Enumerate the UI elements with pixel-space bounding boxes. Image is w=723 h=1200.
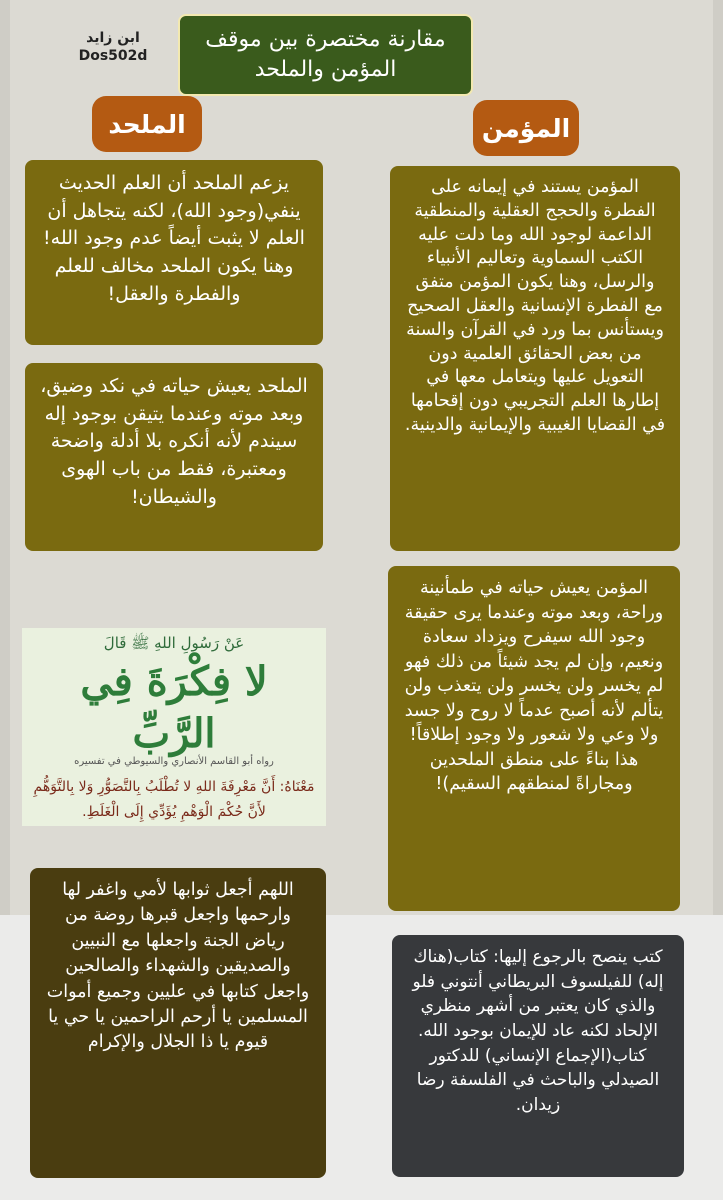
hadith-source: رواه أبو القاسم الأنصاري والسيوطي في تفسيره bbox=[74, 756, 274, 767]
page-title-text: مقارنة مختصرة بين موقف المؤمن والملحد bbox=[205, 27, 446, 82]
believer-label-text: المؤمن bbox=[481, 113, 571, 143]
atheist-label-text: الملحد bbox=[108, 109, 186, 139]
recommended-books-card bbox=[392, 935, 684, 1177]
hadith-intro: عَنْ رَسُولِ اللهِ ﷺ قَالَ bbox=[103, 634, 245, 652]
believer-basis-card bbox=[390, 166, 680, 551]
atheist-claim-text: يزعم الملحد أن العلم الحديث ينفي(وجود الله)، لكنه يتجاهل أن العلم لا يثبت أيضاً عدم وجود الله! وهنا يكون الملحد مخالف للعلم والفطرة والعقل! bbox=[43, 172, 305, 305]
believer-life-text: المؤمن يعيش حياته في طمأنينة وراحة، وبعد موته وعندما يرى حقيقة وجود الله سيفرح ويزداد سعادة ونعيم، وإن لم يجد شيئاً من ذلك فهو لم يخسر ولن يخسر ولن يتعذب ولن يتألم لأنه أصبح عدماً لا روح ولا جسد ولا وعي ولا شعور ولا وجود إطلاقاً!هذا بناءً على منطق الملحدين ومجاراةً لمنطقهم السقيم)! bbox=[404, 578, 664, 794]
atheist-life-text: الملحد يعيش حياته في نكد وضيق، وبعد موته وعندما يتيقن بوجود إله سيندم لأنه أنكره بلا أدلة واضحة ومعتبرة، فقط من باب الهوى والشيطان! bbox=[40, 375, 308, 508]
atheist-claim-card bbox=[25, 160, 323, 345]
prayer-card bbox=[30, 868, 326, 1178]
hadith-meaning: مَعْنَاهُ: أَنَّ مَعْرِفَةَ اللهِ لا تُطْلَبُ بِالتَّصَوُّرِ وَلا بِالتَّوَهُّمِ لأَنَّ حُكْمَ الْوَهْمِ يُؤَدِّي إِلَى الْغَلَطِ. bbox=[33, 779, 315, 821]
author-name: ابن زايد bbox=[86, 30, 140, 46]
atheist-life-card bbox=[25, 363, 323, 551]
hadith-image bbox=[22, 628, 326, 826]
page-title bbox=[178, 14, 473, 96]
believer-basis-text: المؤمن يستند في إيمانه على الفطرة والحجج العقلية والمنطقية الداعمة لوجود الله وما دلت عليه الكتب السماوية وتعاليم الأنبياء والرسل، وهنا يكون المؤمن متفق مع الفطرة الإنسانية والعقل الصحيح ويستأنس بما ورد في القرآن والسنة من بعض الحقائق العلمية دون التعويل عليها ويتعامل معها في إطارها العلم التجريبي دون إقحامها في القضايا الغيبية والإيمانية والدينية. bbox=[404, 177, 666, 435]
recommended-books-text: كتب ينصح بالرجوع إليها: كتاب(هناك إله) للفيلسوف البريطاني أنتوني فلو والذي كان يعتبر من أشهر منظري الإلحاد لكنه عاد للإيمان بوجود الله. كتاب(الإجماع الإنساني) للدكتور الصيدلي والباحث في الفلسفة رضا زيدان. bbox=[412, 947, 664, 1115]
left-frame bbox=[0, 0, 10, 915]
believer-life-card bbox=[388, 566, 680, 911]
hadith-main-text: لا فِكْرَةَ فِي الرَّبِّ bbox=[80, 658, 268, 757]
author-signature bbox=[58, 30, 168, 65]
prayer-text: اللهم أجعل ثوابها لأمي واغفر لها وارحمها واجعل قبرها روضة من رياض الجنة واجعلها مع النبيين والصديقين والشهداء والصالحين واجعل كتابها في عليين وجميع أموات المسلمين يا أرحم الراحمين يا حي يا قيوم يا ذا الجلال والإكرام bbox=[46, 880, 310, 1053]
atheist-label bbox=[92, 96, 202, 152]
believer-label bbox=[473, 100, 579, 156]
author-handle: Dos502d bbox=[78, 47, 148, 64]
right-frame bbox=[713, 0, 723, 915]
